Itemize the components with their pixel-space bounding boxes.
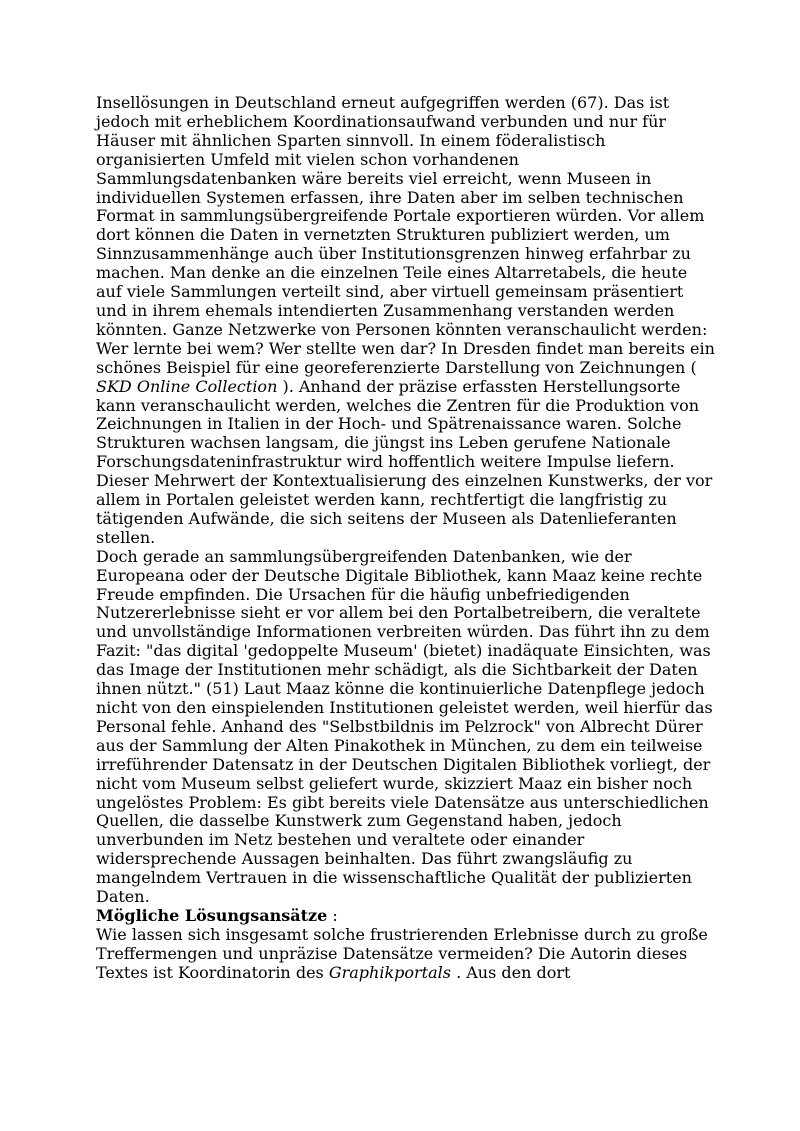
paragraph-2: Doch gerade an sammlungsübergreifenden Datenbanken, wie der Europeana oder der Deutsche Digitale Bibliothek, kann Maaz keine rechte Freude empfinden. Die Ursachen für die häufig unbefriedigenden Nutzererlebnisse sieht er vor allem bei den Portalbetreibern, die veraltete und unvollständige Informationen verbreiten würden. Das führt ihn zu dem Fazit: "das digital 'gedoppelte Museum' (bietet) inadäquate Einsichten, was das Image der Institutionen mehr schädigt, als die Sichtbarkeit der Daten ihnen nützt." (51) Laut Maaz könne die kontinuierliche Datenpflege jedoch nicht von den einspielenden Institutionen geleistet werden, weil hierfür das Personal fehle. Anhand des "Selbstbildnis im Pelzrock" von Albrecht Dürer aus der Sammlung der Alten Pinakothek in München, zu dem ein teilweise irreführender Datensatz in der Deutschen Digitalen Bibliothek vorliegt, der nicht vom Museum selbst geliefert wurde, skizziert Maaz ein bisher noch ungelöstes Problem: Es gibt bereits viele Datensätze aus unterschiedlichen Quellen, die dasselbe Kunstwerk zum Gegenstand haben, jedoch unverbunden im Netz bestehen und veraltete oder einander widersprechende Aussagen beinhalten. Das führt zwangsläufig zu mangelndem Vertrauen in die wissenschaftliche Qualität der publizierten Daten.	[96, 546, 713, 907]
paragraph-3-text-a: Wie lassen sich insgesamt solche frustrierenden Erlebnisse durch zu große Treffermengen und unpräzise Datensätze vermeiden? Die Autorin dieses Textes ist Koordinatorin des	[96, 924, 708, 982]
paragraph-1-text-b: ). Anhand der präzise erfassten Herstellungsorte kann veranschaulicht werden, welches die Zentren für die Produktion von Zeichnungen in Italien in der Hoch- und Spätrenaissance waren. Solche Strukturen wachsen langsam, die jüngst ins Leben gerufene Nationale Forschungsdateninfrastruktur wird hoffentlich weitere Impulse liefern. Dieser Mehrwert der Kontextualisierung des einzelnen Kunstwerks, der vor allem in Portalen geleistet werden kann, rechtfertigt die langfristig zu tätigenden Aufwände, die sich seitens der Museen als Datenlieferanten stellen.	[96, 376, 713, 547]
paragraph-1-text-a: Insellösungen in Deutschland erneut aufgegriffen werden (67). Das ist jedoch mit erheblichem Koordinationsaufwand verbunden und nur für Häuser mit ähnlichen Sparten sinnvoll. In einem föderalistisch organisierten Umfeld mit vielen schon vorhandenen Sammlungsdatenbanken wäre bereits viel erreicht, wenn Museen in individuellen Systemen erfassen, ihre Daten aber im selben technischen Format in sammlungsübergreifende Portale exportieren würden. Vor allem dort können die Daten in vernetzten Strukturen publiziert werden, um Sinnzusammenhänge auch über Institutionsgrenzen hinweg erfahrbar zu machen. Man denke an die einzelnen Teile eines Altarretabels, die heute auf viele Sammlungen verteilt sind, aber virtuell gemeinsam präsentiert und in ihrem ehemals intendierten Zusammenhang verstanden werden könnten. Ganze Netzwerke von Personen könnten veranschaulicht werden: Wer lernte bei wem? Wer stellte wen dar? In Dresden findet man bereits ein schönes Beispiel für eine georeferenzierte Darstellung von Zeichnungen (	[96, 93, 715, 377]
paragraph-3-text-b: . Aus den dort	[450, 962, 571, 982]
paragraph-3	[96, 926, 716, 983]
document-page	[96, 94, 716, 983]
paragraph-1	[96, 94, 716, 548]
section-heading	[96, 907, 716, 926]
skd-online-collection-title: SKD Online Collection	[96, 376, 278, 396]
section-heading-title: Mögliche Lösungsansätze	[96, 905, 328, 925]
graphikportals-title: Graphikportals	[328, 962, 451, 982]
section-heading-colon: :	[327, 905, 338, 925]
